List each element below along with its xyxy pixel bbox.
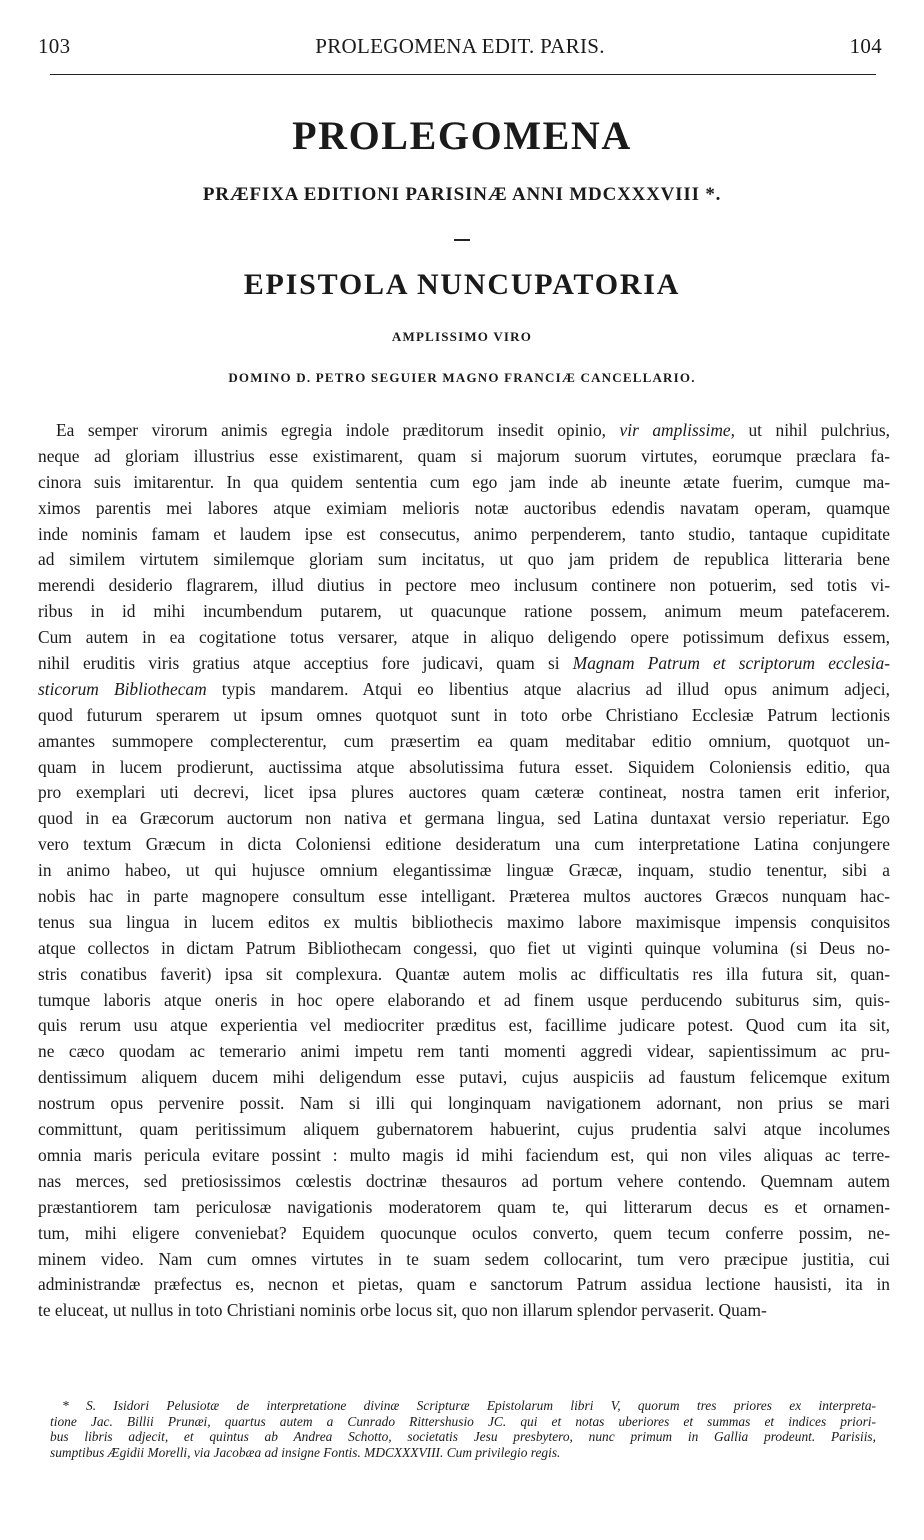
body-line: tumque laboris atque oneris in hoc opere elaborando et ad finem usque perducendo subiturus sim, quis-: [38, 989, 890, 1010]
footnote-line: * S. Isidori Pelusiotæ de interpretatione divinæ Scripturæ Epistolarum libri V, quorum tres priores ex interpreta-: [62, 1398, 876, 1413]
header-rule: [50, 74, 876, 75]
dedication-line-1: AMPLISSIMO VIRO: [391, 329, 533, 344]
body-line: ximos parentis mei labores atque eximiam melioris notæ auctoribus edendis navatam operam, quamque: [38, 497, 890, 518]
body-line: in animo habeo, ut qui hujusce omnium elegantissimæ linguæ Græcæ, inquam, studio tenentur, sibi a: [38, 860, 890, 881]
body-line: atque collectos in dictam Patrum Bibliothecam congessi, quo fiet ut viginti quinque volumina (si Deus no-: [38, 937, 890, 958]
body-line: quod futurum sperarem ut ipsum omnes quotquot sunt in toto orbe Christiano Ecclesiæ Patrum lectionis: [38, 704, 890, 725]
body-line: vero textum Græcum in dicta Coloniensi editione desideratum una cum interpretatione Latina conjungere: [38, 834, 890, 855]
body-line: inde nominis famam et laudem ipse est consecutus, animo perpenderem, tanto studio, tantaque cupiditate: [38, 523, 890, 544]
body-line: sticorum Bibliothecam typis mandarem. Atqui eo libentius atque alacrius ad illud opus animum adjeci,: [38, 678, 890, 699]
body-line: quod in ea Græcorum auctorum non nativa et germana lingua, sed Latina duntaxat versio reperiatur. Ego: [38, 808, 890, 829]
body-line: merendi desiderio flagrarem, illud diutius in pectore meo inclusum continere non potuerim, sed totis vi-: [38, 575, 890, 596]
letter-body: [38, 418, 890, 1324]
footnote: [50, 1398, 876, 1460]
title-separator: [454, 239, 470, 241]
body-line: Ea semper virorum animis egregia indole præditorum insedit opinio, vir amplissime, ut nihil pulchrius,: [56, 420, 890, 440]
page-number-right: 104: [849, 34, 882, 58]
body-line: ne cæco quodam ac temerario animi impetu rem tanti momenti aggredi videar, sapientissimum ac pru-: [38, 1041, 890, 1062]
footnote-line: sumptibus Ægidii Morelli, via Jacobæa ad insigne Fontis. MDCXXXVIII. Cum privilegio regis.: [50, 1444, 561, 1460]
body-line: nostrum opus pervenire possit. Nam si illi qui longinquam navigationem adornant, non prius se mari: [38, 1093, 890, 1114]
body-line: tenus sua lingua in lucem editos ex multis bibliothecis maximo labore maximisque impensis conquisitos: [38, 911, 890, 932]
page-number-left: 103: [38, 34, 71, 58]
body-line: minem video. Nam cum omnes virtutes in te suam sedem collocarint, tum vero præcipue justitia, cui: [38, 1248, 890, 1269]
dedication-line-2: DOMINO D. PETRO SEGUIER MAGNO FRANCIÆ CANCELLARIO.: [228, 370, 696, 385]
page-title: PROLEGOMENA: [292, 113, 632, 158]
body-line: cinora suis imitarentur. In qua quidem sententia cum ego jam inde ab ineunte ætate fuerim, cumque ma-: [38, 471, 890, 492]
body-line: omnia maris pericula evitare possint : multo magis id mihi faciendum est, qui non viles aliquas ac terre-: [38, 1144, 890, 1165]
body-line: administrandæ præfectus es, necnon et pietas, quam e sanctorum Patrum assidua lectione hausisti, ita in: [38, 1274, 890, 1295]
body-line: quam in lucem prodierunt, auctissima atque absolutissima futura esset. Siquidem Coloniensis editio, qua: [38, 756, 890, 777]
body-line: Cum autem in ea cogitatione totus versarer, atque in aliquo deligendo opere potissimum defixus essem,: [38, 627, 890, 648]
body-line: neque ad gloriam illustrius esse existimarent, quam si majorum suorum virtutes, eorumque præclara fa-: [38, 445, 890, 466]
body-line: ad similem virtutem similemque gloriam sum incitatus, ut quo jam pridem de republica litteraria bene: [38, 549, 890, 570]
body-line: amantes summopere complecterentur, cum præsertim ea quam meditabar editio omnium, quotquot un-: [38, 730, 890, 751]
body-line: ribus in id mihi incumbendum putarem, ut quacunque ratione possem, animum meum patefacerem.: [38, 601, 890, 622]
body-line: committunt, quam peritissimum aliquem gubernatorem habuerint, cujus prudentia salvi atque incolumes: [38, 1119, 890, 1140]
body-line: nihil eruditis viris gratius atque acceptius fore judicavi, quam si Magnam Patrum et scriptorum ecclesia-: [38, 653, 890, 674]
page-subtitle: PRÆFIXA EDITIONI PARISINÆ ANNI MDCXXXVIII *.: [202, 184, 722, 205]
body-line: nas merces, sed pretiosissimos cœlestis doctrinæ thesauros ad portum vehere contendo. Quemnam autem: [38, 1170, 890, 1191]
section-title: EPISTOLA NUNCUPATORIA: [243, 268, 681, 301]
body-line: te eluceat, ut nullus in toto Christiani nominis orbe locus sit, quo non illarum splendor pervaserit. Quam-: [38, 1300, 767, 1321]
body-line: præstantiorem tam periculosæ navigationis moderatorem quam te, qui litterarum decus es et ornamen-: [38, 1196, 890, 1217]
footnote-line: tione Jac. Billii Prunæi, quartus autem a Cunrado Rittershusio JC. qui et notas uberiores et summas et indices priori-: [50, 1413, 876, 1429]
page-header: [38, 30, 882, 64]
running-title: PROLEGOMENA EDIT. PARIS.: [315, 34, 605, 58]
body-line: dentissimum aliquem ducem mihi deligendum esse putavi, cujus auspiciis ad faustum felicemque exitum: [38, 1067, 890, 1088]
body-line: tum, mihi eligere conveniebat? Equidem quocunque oculos converto, quem tecum conferre possim, ne-: [38, 1222, 890, 1243]
body-line: pro exemplari uti decrevi, licet ipsa plures auctores quam cæteræ contineat, nostra tamen erit inferior,: [38, 782, 890, 803]
body-line: nobis hac in parte magnopere consultum esse intelligant. Præterea multos auctores Græcos nunquam hac-: [38, 886, 890, 907]
body-line: stris conatibus faverit) ipsa sit complexura. Quantæ autem molis ac difficultatis res illa futura sit, quan-: [38, 963, 890, 984]
body-line: quis rerum usu atque experientia vel mediocriter præditus est, facillime judicare potest. Quod cum ita sit,: [38, 1015, 890, 1036]
footnote-line: bus libris adjecit, et quintus ab Andrea Schotto, societatis Jesu presbytero, nunc primum in Gallia prodeunt. Parisiis,: [50, 1429, 876, 1445]
